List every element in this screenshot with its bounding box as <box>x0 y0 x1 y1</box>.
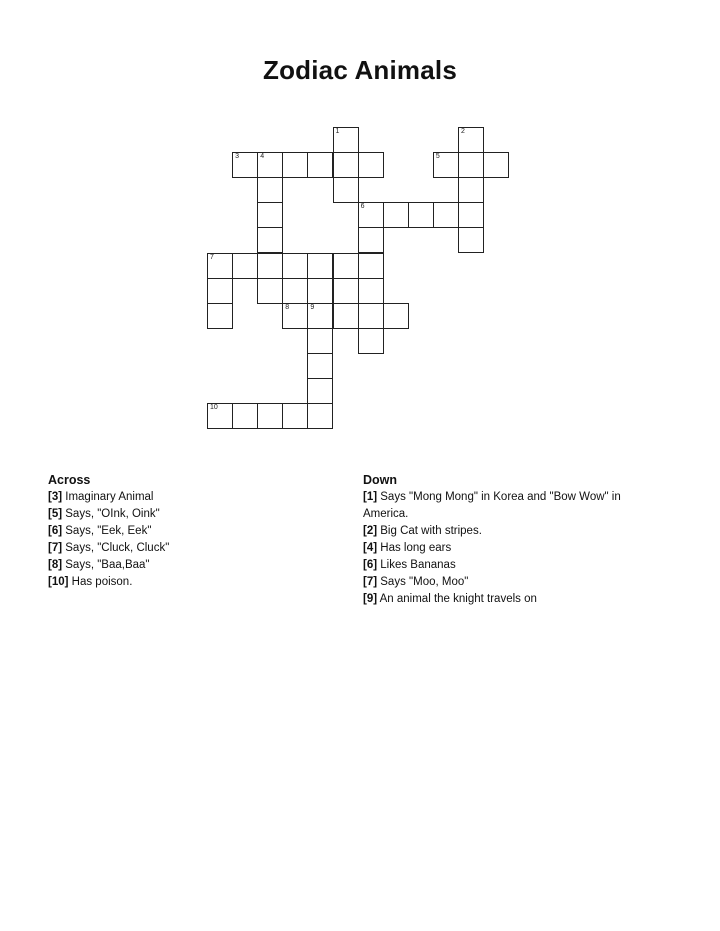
crossword-cell[interactable] <box>333 253 359 279</box>
clue-across-7 <box>48 540 338 557</box>
clue-text: Says "Moo, Moo" <box>380 576 469 588</box>
crossword-cell[interactable] <box>458 227 484 253</box>
crossword-cell[interactable] <box>333 303 359 329</box>
clue-number: [6] <box>48 525 63 537</box>
clue-across-8 <box>48 557 338 574</box>
across-heading: Across <box>48 473 91 487</box>
crossword-cell[interactable] <box>307 378 333 404</box>
clue-text: Big Cat with stripes. <box>380 525 482 537</box>
crossword-cell[interactable] <box>458 152 484 178</box>
crossword-cell[interactable] <box>207 278 233 304</box>
crossword-cell[interactable] <box>307 328 333 354</box>
clue-across-10 <box>48 574 338 591</box>
clue-number: [5] <box>48 508 63 520</box>
clue-text: Likes Bananas <box>380 559 456 571</box>
cell-number: 8 <box>285 303 290 311</box>
clue-down-2 <box>363 523 663 540</box>
clue-number: [10] <box>48 576 69 588</box>
crossword-cell[interactable] <box>207 303 233 329</box>
crossword-cell[interactable] <box>358 152 384 178</box>
crossword-cell[interactable] <box>458 202 484 228</box>
crossword-cell[interactable] <box>333 278 359 304</box>
crossword-cell[interactable] <box>207 253 233 279</box>
crossword-cell[interactable] <box>307 278 333 304</box>
crossword-cell[interactable] <box>307 403 333 429</box>
crossword-cell[interactable] <box>282 403 308 429</box>
crossword-cell[interactable] <box>333 127 359 153</box>
crossword-cell[interactable] <box>333 152 359 178</box>
clue-text: Says "Mong Mong" in Korea and "Bow Wow" in America. <box>363 491 621 520</box>
crossword-cell[interactable] <box>358 227 384 253</box>
clue-text: Imaginary Animal <box>65 491 154 503</box>
crossword-cell[interactable] <box>257 278 283 304</box>
crossword-cell[interactable] <box>358 202 384 228</box>
crossword-cell[interactable] <box>333 177 359 203</box>
crossword-cell[interactable] <box>257 177 283 203</box>
crossword-cell[interactable] <box>257 152 283 178</box>
clue-down-4 <box>363 540 663 557</box>
crossword-cell[interactable] <box>358 253 384 279</box>
clue-number: [3] <box>48 491 63 503</box>
cell-number: 5 <box>435 153 440 161</box>
across-clues <box>48 472 338 591</box>
crossword-cell[interactable] <box>358 278 384 304</box>
clue-number: [8] <box>48 559 63 571</box>
crossword-cell[interactable] <box>383 202 409 228</box>
crossword-cell[interactable] <box>257 202 283 228</box>
crossword-cell[interactable] <box>307 303 333 329</box>
crossword-cell[interactable] <box>383 303 409 329</box>
down-heading: Down <box>363 473 398 487</box>
down-clues <box>363 472 663 608</box>
clue-number: [1] <box>363 491 378 503</box>
crossword-cell[interactable] <box>307 253 333 279</box>
clue-down-6 <box>363 557 663 574</box>
crossword-cell[interactable] <box>307 353 333 379</box>
clue-number: [7] <box>363 576 378 588</box>
clue-across-6 <box>48 523 338 540</box>
cell-number: 10 <box>210 404 218 412</box>
crossword-cell[interactable] <box>232 152 258 178</box>
cell-number: 3 <box>235 153 239 161</box>
crossword-cell[interactable] <box>358 328 384 354</box>
clue-text: Says, "Cluck, Cluck" <box>65 542 170 554</box>
clue-across-3 <box>48 489 338 506</box>
cell-number: 1 <box>335 128 340 135</box>
clue-number: [4] <box>363 542 378 554</box>
crossword-cell[interactable] <box>282 278 308 304</box>
cell-number: 7 <box>210 253 214 261</box>
clue-text: Has long ears <box>380 542 452 554</box>
crossword-cell[interactable] <box>458 127 484 153</box>
clue-number: [9] <box>363 593 378 605</box>
cell-number: 6 <box>360 203 365 211</box>
clue-down-7 <box>363 574 663 591</box>
crossword-cell[interactable] <box>257 253 283 279</box>
clue-text: Has poison. <box>71 576 133 588</box>
clue-down-9 <box>363 591 663 608</box>
crossword-cell[interactable] <box>458 177 484 203</box>
crossword-cell[interactable] <box>307 152 333 178</box>
crossword-cell[interactable] <box>433 202 459 228</box>
crossword-cell[interactable] <box>282 152 308 178</box>
crossword-cell[interactable] <box>358 303 384 329</box>
crossword-cell[interactable] <box>282 253 308 279</box>
crossword-cell[interactable] <box>483 152 509 178</box>
clue-text: Says, "Baa,Baa" <box>65 559 150 571</box>
cell-number: 2 <box>461 128 465 135</box>
clue-text: Says, "Eek, Eek" <box>65 525 152 537</box>
page-title: Zodiac Animals <box>263 55 457 85</box>
clue-number: [6] <box>363 559 378 571</box>
crossword-cell[interactable] <box>433 152 459 178</box>
clue-across-5 <box>48 506 338 523</box>
clue-text: An animal the knight travels on <box>379 593 537 605</box>
crossword-cell[interactable] <box>282 303 308 329</box>
clue-down-1 <box>363 489 663 523</box>
crossword-cell[interactable] <box>408 202 434 228</box>
clue-number: [7] <box>48 542 63 554</box>
crossword-cell[interactable] <box>257 403 283 429</box>
clue-text: Says, "OInk, Oink" <box>65 508 160 520</box>
crossword-cell[interactable] <box>232 253 258 279</box>
cell-number: 4 <box>260 153 265 161</box>
cell-number: 9 <box>310 303 315 311</box>
clue-number: [2] <box>363 525 378 537</box>
crossword-cell[interactable] <box>257 227 283 253</box>
crossword-cell[interactable] <box>232 403 258 429</box>
crossword-cell[interactable] <box>207 403 233 429</box>
